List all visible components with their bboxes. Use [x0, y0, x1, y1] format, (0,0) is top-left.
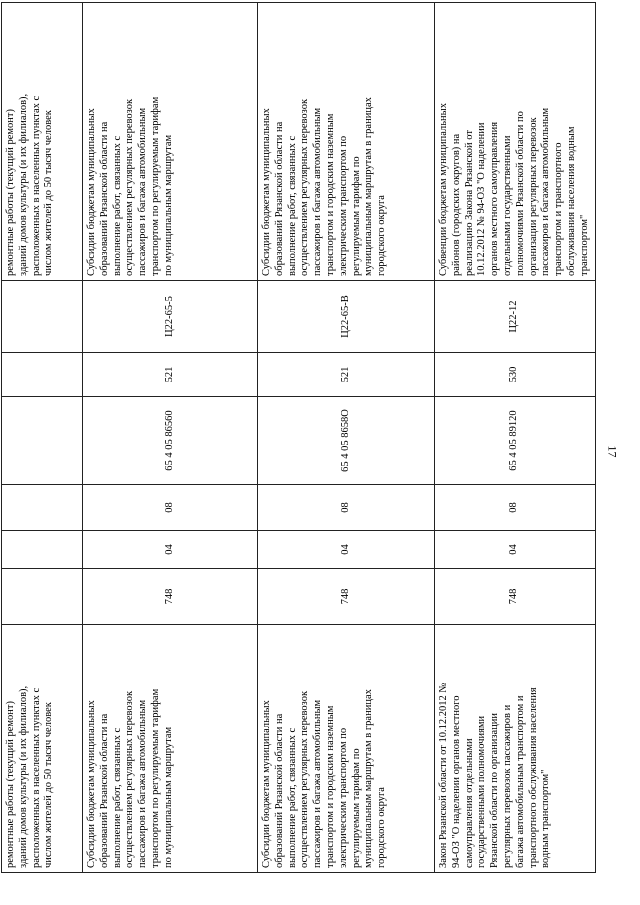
- cell-target-article: [2, 397, 83, 485]
- cell-subsection: 08: [435, 485, 596, 531]
- cell-description: Субсидии бюджетам муниципальных образований Рязанской области на выполнение работ, связанных с осуществлением регулярных перевозок пассажиров и багажа автомобильным транспортом по регулируемым тарифам по муниципальным маршрутам: [83, 3, 258, 281]
- table-row: [2, 3, 83, 873]
- cell-name: Субсидии бюджетам муниципальных образований Рязанской области на выполнение работ, связанных с осуществлением регулярных перевозок пассажиров и багажа автомобильным транспортом и городским наземным электрическим транспортом по регулируемым тарифам по муниципальным маршрутам в границах городского округа: [258, 625, 435, 873]
- cell-section: 04: [435, 531, 596, 569]
- cell-section: [2, 531, 83, 569]
- cell-name: Закон Рязанской области от 10.12.2012 № 94-ОЗ "О наделении органов местного самоуправления отдельными государственными полномочиями Рязанской области по организации регулярных перевозок пассажиров и багажа автомобильным транспортом и транспортного обслуживания населения водным транспортом": [435, 625, 596, 873]
- cell-name: ремонтные работы (текущий ремонт) зданий домов культуры (и их филиалов), расположенных в населенных пунктах с числом жителей до 50 тысяч человек: [2, 625, 83, 873]
- table-row: [435, 3, 596, 873]
- cell-subsection: 08: [258, 485, 435, 531]
- cell-target-article: 65 4 05 8658О: [258, 397, 435, 485]
- rotated-page-content: [1, 3, 590, 873]
- cell-subsection: [2, 485, 83, 531]
- cell-expense-type: 530: [435, 353, 596, 397]
- cell-description: Субсидии бюджетам муниципальных образований Рязанской области на выполнение работ, связанных с осуществлением регулярных перевозок пассажиров и багажа автомобильным транспортом и городским наземным электрическим транспортом по регулируемым тарифам по муниципальным маршрутам в границах городского округа: [258, 3, 435, 281]
- table-row: [83, 3, 258, 873]
- cell-ministry: 748: [258, 569, 435, 625]
- cell-subsection: 08: [83, 485, 258, 531]
- cell-ministry: 748: [83, 569, 258, 625]
- cell-code: [2, 281, 83, 353]
- cell-name: Субсидии бюджетам муниципальных образований Рязанской области на выполнение работ, связанных с осуществлением регулярных перевозок пассажиров и багажа автомобильным транспортом по регулируемым тарифам по муниципальным маршрутам: [83, 625, 258, 873]
- cell-expense-type: [2, 353, 83, 397]
- budget-table: [1, 2, 596, 873]
- cell-ministry: 748: [435, 569, 596, 625]
- cell-ministry: [2, 569, 83, 625]
- cell-expense-type: 521: [258, 353, 435, 397]
- cell-code: Ц22-65-В: [258, 281, 435, 353]
- cell-target-article: 65 4 05 86560: [83, 397, 258, 485]
- cell-code: Ц22-65-5: [83, 281, 258, 353]
- table-row: [258, 3, 435, 873]
- cell-description: ремонтные работы (текущий ремонт) зданий домов культуры (и их филиалов), расположенных в населенных пунктах с числом жителей до 50 тысяч человек: [2, 3, 83, 281]
- cell-expense-type: 521: [83, 353, 258, 397]
- page-number: 17: [605, 445, 620, 458]
- cell-section: 04: [83, 531, 258, 569]
- cell-description: Субвенции бюджетам муниципальных районов (городских округов) на реализацию Закона Рязанской от 10.12.2012 № 94-ОЗ "О наделении органов местного самоуправления отдельными государственными полномочиями Рязанской области по организации регулярных перевозок пассажиров и багажа автомобильным транспортом и транспортного обслуживания населения водным транспортом": [435, 3, 596, 281]
- cell-target-article: 65 4 05 89120: [435, 397, 596, 485]
- cell-code: Ц22-12: [435, 281, 596, 353]
- cell-section: 04: [258, 531, 435, 569]
